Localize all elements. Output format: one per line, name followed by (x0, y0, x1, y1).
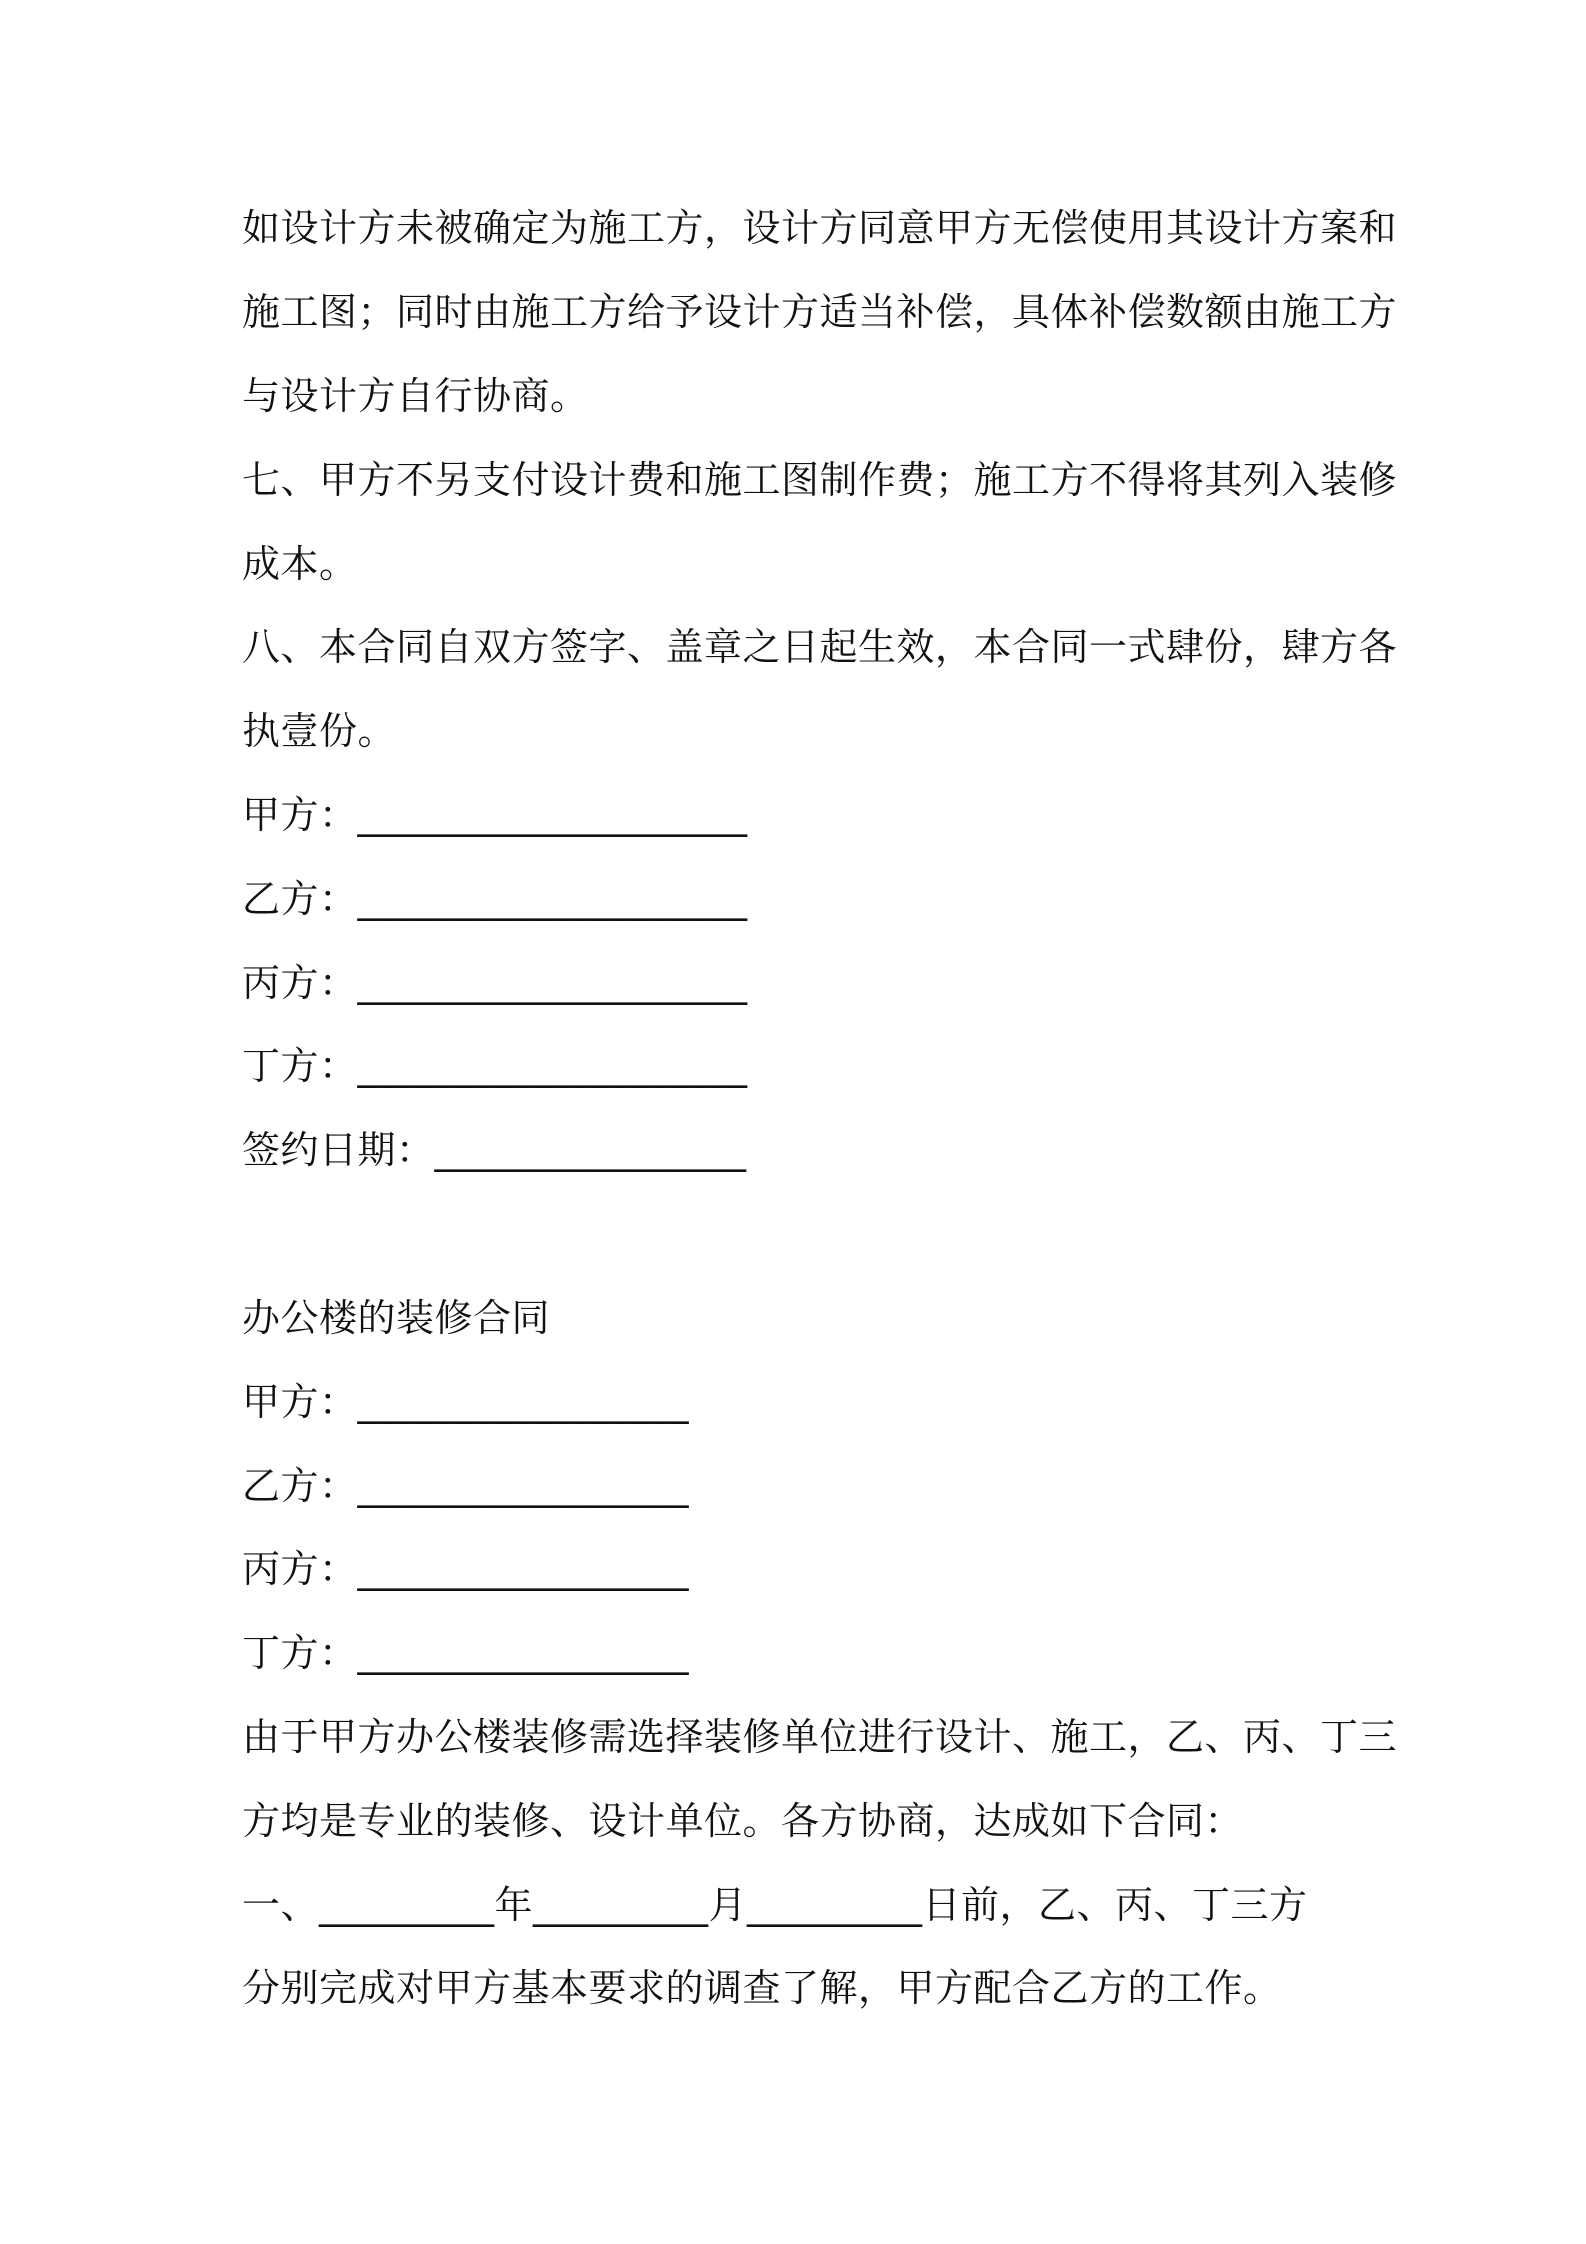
preamble-line: 方均是专业的装修、设计单位。各方协商，达成如下合同： (242, 1799, 1244, 1843)
clause-seven-line: 七、甲方不另支付设计费和施工图制作费；施工方不得将其列入装修 (242, 458, 1398, 502)
paragraph-line: 如设计方未被确定为施工方，设计方同意甲方无偿使用其设计方案和 (242, 206, 1398, 250)
preamble-line: 由于甲方办公楼装修需选择装修单位进行设计、施工，乙、丙、丁三 (242, 1715, 1398, 1759)
party-d-line: 丁方：_________________ (242, 1631, 690, 1675)
clause-one-line: 分别完成对甲方基本要求的调查了解，甲方配合乙方的工作。 (242, 1966, 1282, 2010)
clause-eight-line: 执壹份。 (242, 709, 397, 753)
party-d-signature-line: 丁方：____________________ (242, 1044, 748, 1088)
paragraph-line: 施工图；同时由施工方给予设计方适当补偿，具体补偿数额由施工方 (242, 290, 1398, 334)
paragraph-line: 与设计方自行协商。 (242, 374, 589, 418)
clause-eight-line: 八、本合同自双方签字、盖章之日起生效，本合同一式肆份，肆方各 (242, 625, 1398, 669)
clause-seven-line: 成本。 (242, 542, 358, 586)
signing-date-line: 签约日期：________________ (242, 1128, 747, 1172)
party-b-line: 乙方：_________________ (242, 1464, 690, 1508)
party-c-signature-line: 丙方：____________________ (242, 961, 748, 1005)
party-a-signature-line: 甲方：____________________ (242, 793, 748, 837)
clause-one-line: 一、_________年_________月_________日前，乙、丙、丁三方 (242, 1883, 1308, 1927)
party-a-line: 甲方：_________________ (242, 1380, 690, 1424)
party-c-line: 丙方：_________________ (242, 1547, 690, 1591)
party-b-signature-line: 乙方：____________________ (242, 877, 748, 921)
contract-title: 办公楼的装修合同 (242, 1296, 551, 1340)
